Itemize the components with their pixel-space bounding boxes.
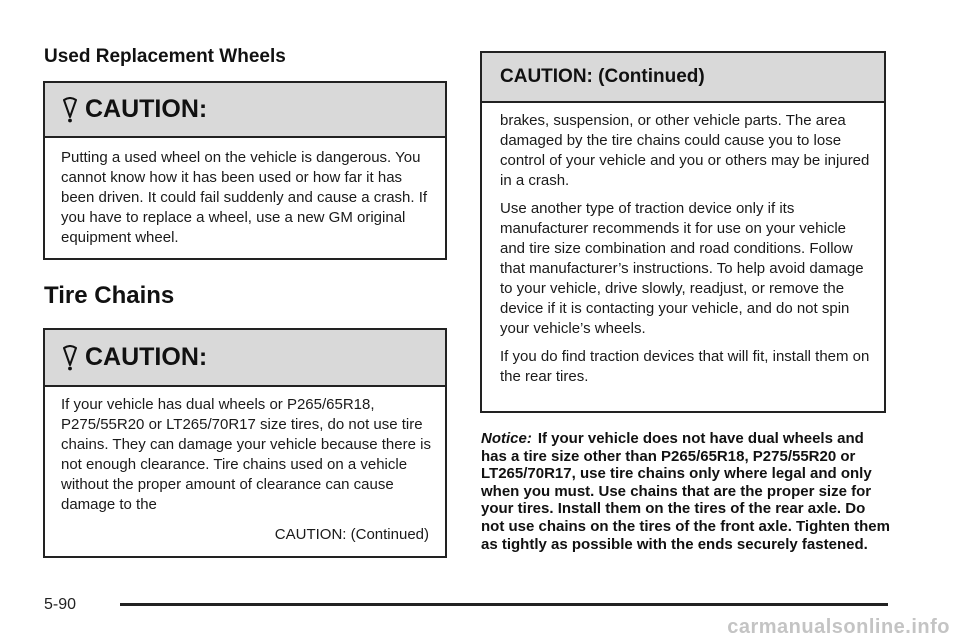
caution-box-used-wheel <box>43 81 447 260</box>
caution-icon <box>59 345 81 371</box>
section-heading-used-wheels: Used Replacement Wheels <box>44 46 286 67</box>
caution-box-continued <box>480 51 886 413</box>
caution-paragraph: Use another type of traction device only if its manufacturer recommends it for use on your vehicle and tire size combination and road conditions. Follow that manufacturer’s instructions. To help avoid damage to your vehicle, drive slowly, readjust, or remove the device if it is contacting your vehicle, and do not spin your vehicle’s wheels. <box>500 200 864 337</box>
caution-paragraph: If you do find traction devices that will fit, install them on the rear tires. <box>500 348 870 385</box>
caution-title: CAUTION: <box>85 95 208 123</box>
footer-rule <box>120 603 888 606</box>
notice-label: Notice: <box>481 430 532 447</box>
caution-body <box>482 103 884 387</box>
caution-box-tire-chains <box>43 328 447 558</box>
caution-header <box>45 330 445 387</box>
caution-title: CAUTION: (Continued) <box>500 66 705 87</box>
caution-paragraph: brakes, suspension, or other vehicle parts. The area damaged by the tire chains could cause you to lose control of your vehicle and you or others may be injured in a crash. <box>500 112 870 189</box>
page-number: 5-90 <box>44 596 77 613</box>
caution-header <box>482 53 884 103</box>
section-heading-tire-chains: Tire Chains <box>44 282 175 309</box>
caution-body <box>45 138 445 248</box>
caution-icon <box>59 97 81 123</box>
notice-text: If your vehicle does not have dual wheels and has a tire size other than P265/65R18, P275/55R20 or LT265/70R17, use tire chains only where legal and only when you must. Use chains that are the proper size for your tires. Install them on the tires of the rear axle. Do not use chains on the tires of the front axle. Tighten them as tightly as possible with the ends securely fastened. <box>481 430 890 553</box>
caution-text: If your vehicle has dual wheels or P265/65R18, P275/55R20 or LT265/70R17 size tires, do not use tire chains. They can damage your vehicle because there is not enough clearance. Tire chains used on a vehicle without the proper amount of clearance can cause damage to the <box>61 396 431 513</box>
caution-text: Putting a used wheel on the vehicle is dangerous. You cannot know how it has been used or how far it has been driven. It could fail suddenly and cause a crash. If you have to replace a wheel, use a new GM original equipment wheel. <box>61 149 428 246</box>
watermark: carmanualsonline.info <box>727 616 950 638</box>
caution-continued-note: CAUTION: (Continued) <box>274 526 429 543</box>
caution-body <box>45 387 445 545</box>
notice-paragraph <box>481 430 891 553</box>
caution-title: CAUTION: <box>85 343 208 371</box>
caution-header <box>45 83 445 138</box>
